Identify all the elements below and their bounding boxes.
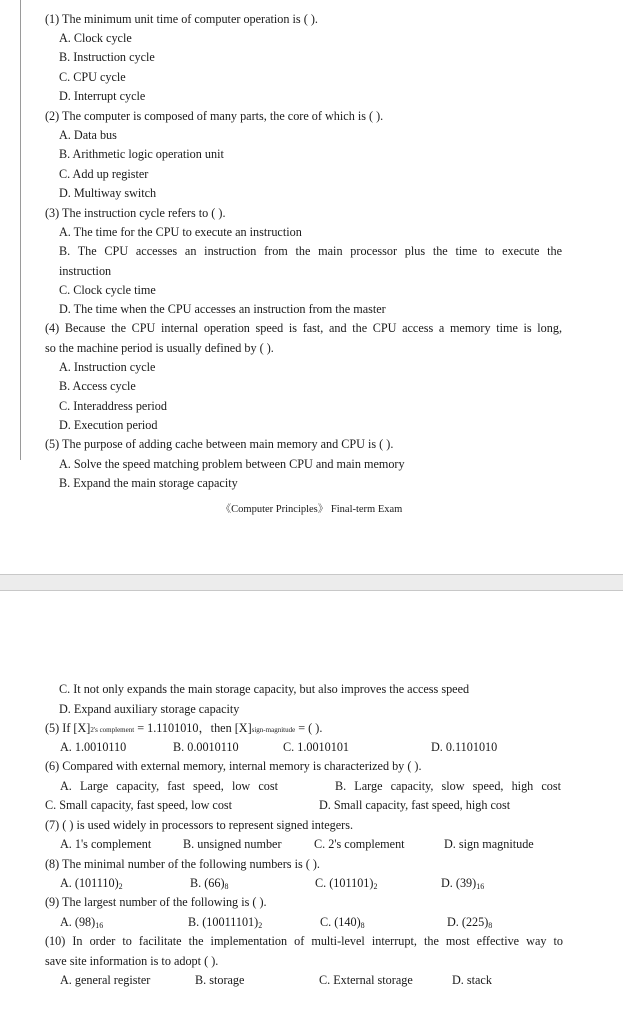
q4-option-c: C. Interaddress period <box>59 399 167 413</box>
q5b-option-c: C. 1.0010101 <box>283 740 350 754</box>
q1-option-d: D. Interrupt cycle <box>59 89 146 103</box>
q5b-subscript-1: 2's complement <box>90 726 135 734</box>
q5b-stem-post: = ( ). <box>295 721 323 735</box>
q9-option-b <box>188 915 262 931</box>
q9-option-c <box>320 915 365 931</box>
q8-option-c-base: 2 <box>373 882 378 891</box>
question-2-stem: (2) The computer is composed of many parts, the core of which is ( ). <box>45 109 384 123</box>
q9-option-d-text: D. (225) <box>447 915 489 929</box>
q4-option-b: B. Access cycle <box>59 379 136 393</box>
question-9-stem: (9) The largest number of the following is ( ). <box>45 895 267 909</box>
q8-option-a-base: 2 <box>118 882 123 891</box>
q5-option-d: D. Expand auxiliary storage capacity <box>59 702 240 716</box>
q7-option-b: B. unsigned number <box>183 837 282 851</box>
q10-option-a: A. general register <box>60 973 151 987</box>
q3-option-b-line1: B. The CPU accesses an instruction from the main processor plus the time to execute the <box>59 244 562 258</box>
q9-option-b-text: B. (10011101) <box>188 915 259 929</box>
question-5-stem: (5) The purpose of adding cache between main memory and CPU is ( ). <box>45 437 394 451</box>
q8-option-c-text: C. (101101) <box>315 876 374 890</box>
question-4-stem-line1: (4) Because the CPU internal operation speed is fast, and the CPU access a memory time is long, <box>45 321 562 335</box>
question-10-stem-line2: save site information is to adopt ( ). <box>45 954 219 968</box>
q7-option-c: C. 2's complement <box>314 837 405 851</box>
q5b-option-b: B. 0.0010110 <box>173 740 239 754</box>
q3-option-d: D. The time when the CPU accesses an instruction from the master <box>59 302 386 316</box>
q2-option-c: C. Add up register <box>59 167 149 181</box>
q9-option-c-text: C. (140) <box>320 915 361 929</box>
question-7-stem: (7) ( ) is used widely in processors to represent signed integers. <box>45 818 353 832</box>
q5-option-c: C. It not only expands the main storage capacity, but also improves the access speed <box>59 682 470 696</box>
question-5b-stem <box>45 721 322 738</box>
q8-option-d <box>441 876 484 892</box>
q7-option-a: A. 1's complement <box>60 837 152 851</box>
q5b-option-d: D. 0.1101010 <box>431 740 498 754</box>
q3-option-b-line2: instruction <box>59 264 112 278</box>
q1-option-b: B. Instruction cycle <box>59 50 155 64</box>
q9-option-a-base: 16 <box>95 921 104 930</box>
question-4-stem-line2: so the machine period is usually defined by ( ). <box>45 341 274 355</box>
q6-option-c: C. Small capacity, fast speed, low cost <box>45 798 233 812</box>
q8-option-a <box>60 876 123 892</box>
q10-option-b: B. storage <box>195 973 245 987</box>
q9-option-a-text: A. (98) <box>60 915 96 929</box>
q10-option-d: D. stack <box>452 973 492 987</box>
q6-option-b: B. Large capacity, slow speed, high cost <box>335 779 561 793</box>
q8-option-d-text: D. (39) <box>441 876 477 890</box>
page-separator <box>0 574 623 591</box>
q8-option-a-text: A. (101110) <box>60 876 119 890</box>
q8-option-b <box>190 876 229 892</box>
page-footer: 《Computer Principles》 Final-term Exam <box>220 504 403 515</box>
q4-option-a: A. Instruction cycle <box>59 360 156 374</box>
q1-option-c: C. CPU cycle <box>59 70 126 84</box>
question-3-stem: (3) The instruction cycle refers to ( ). <box>45 206 226 220</box>
q9-option-c-base: 8 <box>360 921 365 930</box>
q4-option-d: D. Execution period <box>59 418 158 432</box>
q2-option-d: D. Multiway switch <box>59 186 157 200</box>
question-6-stem: (6) Compared with external memory, internal memory is characterized by ( ). <box>45 759 422 773</box>
q9-option-d <box>447 915 492 931</box>
question-10-stem-line1: (10) In order to facilitate the implementation of multi-level interrupt, the most effective way to <box>45 934 563 948</box>
margin-rule <box>20 0 21 460</box>
q2-option-b: B. Arithmetic logic operation unit <box>59 147 224 161</box>
q8-option-c <box>315 876 377 892</box>
q3-option-a: A. The time for the CPU to execute an instruction <box>59 225 302 239</box>
q5-option-b: B. Expand the main storage capacity <box>59 476 238 490</box>
q9-option-b-base: 2 <box>258 921 263 930</box>
q5b-option-a: A. 1.0010110 <box>60 740 127 754</box>
q8-option-b-text: B. (66) <box>190 876 225 890</box>
q2-option-a: A. Data bus <box>59 128 117 142</box>
q5b-subscript-2: sign-magnitude <box>251 726 296 734</box>
q6-option-d: D. Small capacity, fast speed, high cost <box>319 798 511 812</box>
q1-option-a: A. Clock cycle <box>59 31 132 45</box>
q8-option-d-base: 16 <box>476 882 485 891</box>
q5b-stem-pre: (5) If [X] <box>45 721 91 735</box>
q8-option-b-base: 8 <box>224 882 229 891</box>
exam-page-2 <box>0 591 623 1024</box>
q3-option-c: C. Clock cycle time <box>59 283 156 297</box>
q9-option-d-base: 8 <box>488 921 493 930</box>
q5b-stem-mid: = 1.1101010，then [X] <box>134 721 252 735</box>
q6-option-a: A. Large capacity, fast speed, low cost <box>60 779 278 793</box>
question-1-stem: (1) The minimum unit time of computer operation is ( ). <box>45 12 318 26</box>
q10-option-c: C. External storage <box>319 973 413 987</box>
q7-option-d: D. sign magnitude <box>444 837 534 851</box>
q9-option-a <box>60 915 103 931</box>
q5-option-a: A. Solve the speed matching problem between CPU and main memory <box>59 457 405 471</box>
question-8-stem: (8) The minimal number of the following numbers is ( ). <box>45 857 320 871</box>
